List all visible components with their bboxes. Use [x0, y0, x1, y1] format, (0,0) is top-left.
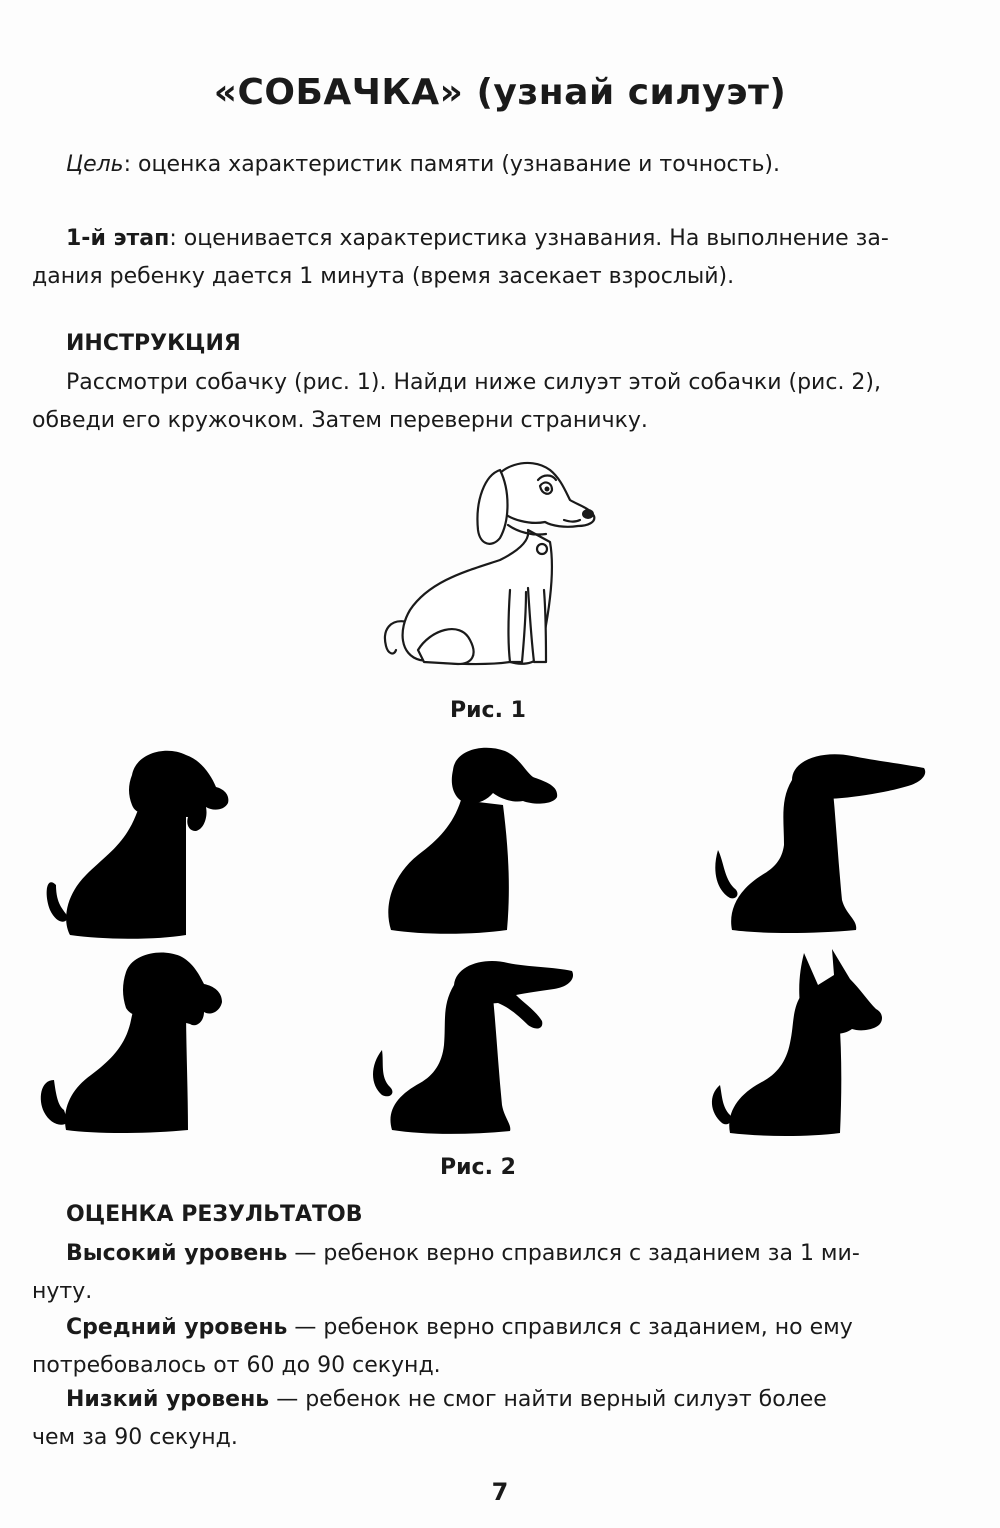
mid-level-label: Средний уровень — [66, 1315, 288, 1340]
low-level-text-line1: — ребенок не смог найти верный силуэт более — [269, 1387, 827, 1412]
silhouette-option-1[interactable] — [36, 745, 236, 940]
dog-outline-figure — [360, 450, 610, 675]
goal-label: Цель — [66, 152, 124, 177]
silhouette-option-3[interactable] — [712, 750, 932, 940]
high-level-paragraph — [32, 1235, 932, 1311]
instruction-heading: ИНСТРУКЦИЯ — [66, 331, 241, 356]
evaluation-heading: ОЦЕНКА РЕЗУЛЬТАТОВ — [66, 1202, 363, 1227]
high-level-label: Высокий уровень — [66, 1241, 288, 1266]
instruction-line2: обведи его кружочком. Затем переверни страничку. — [32, 408, 648, 433]
page-title: «СОБАЧКА» (узнай силуэт) — [213, 72, 787, 113]
page-number: 7 — [491, 1478, 509, 1506]
stage1-text-line1: : оценивается характеристика узнавания. На выполнение за- — [169, 226, 889, 251]
figure1-caption: Рис. 1 — [450, 698, 526, 723]
goal-text: : оценка характеристик памяти (узнавание и точность). — [123, 152, 781, 177]
stage1-label: 1-й этап — [66, 226, 170, 251]
instruction-paragraph — [32, 364, 932, 440]
high-level-text-line1: — ребенок верно справился с заданием за 1 ми- — [287, 1241, 860, 1266]
mid-level-paragraph — [32, 1309, 932, 1385]
silhouette-option-4[interactable] — [36, 950, 236, 1135]
low-level-paragraph — [32, 1381, 932, 1457]
silhouette-option-6[interactable] — [708, 945, 888, 1140]
silhouette-option-5[interactable] — [368, 955, 578, 1140]
high-level-text-line2: нуту. — [32, 1279, 93, 1304]
stage1-text-line2: дания ребенку дается 1 минута (время засекает взрослый). — [32, 264, 735, 289]
low-level-text-line2: чем за 90 секунд. — [32, 1425, 238, 1450]
mid-level-text-line1: — ребенок верно справился с заданием, но ему — [287, 1315, 853, 1340]
instruction-line1: Рассмотри собачку (рис. 1). Найди ниже силуэт этой собачки (рис. 2), — [66, 370, 881, 395]
goal-paragraph — [32, 146, 932, 184]
silhouette-option-2[interactable] — [383, 745, 563, 935]
stage1-paragraph — [32, 220, 932, 296]
low-level-label: Низкий уровень — [66, 1387, 270, 1412]
mid-level-text-line2: потребовалось от 60 до 90 секунд. — [32, 1353, 441, 1378]
figure2-caption: Рис. 2 — [440, 1155, 516, 1180]
